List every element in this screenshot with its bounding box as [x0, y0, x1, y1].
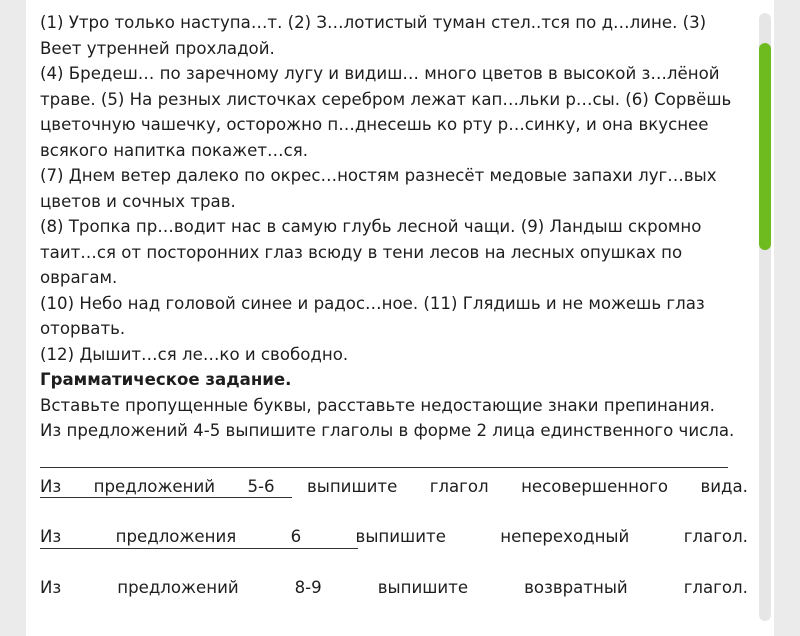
task-instruction: Вставьте пропущенные буквы, расставьте недостающие знаки препинания. — [40, 395, 715, 415]
task-question-3-word: 6 — [290, 527, 302, 546]
task-heading: Грамматическое задание. — [40, 370, 292, 389]
task-question-4-word: глагол. — [683, 577, 748, 597]
scrollbar-thumb[interactable] — [759, 43, 771, 250]
task-question-2-word: предложений — [93, 476, 216, 496]
paragraph-5: (10) Небо над головой синее и радос…ное. (11) Глядишь и не можешь глаз оторвать. — [40, 293, 705, 338]
task-question-2-word: 5-6 — [247, 476, 275, 496]
task-question-3-word: Из — [40, 527, 62, 546]
paragraph-2: (4) Бредеш… по заречному лугу и видиш… много цветов в высокой з…лёной траве. (5) На резных листочках серебром лежат кап…льки р…сы. (6) Сорвёшь цветочную чашечку, осторожно п…днесешь ко рту р…синку, и она вкуснее всякого напитка покажет…ся. — [40, 64, 732, 160]
vertical-scrollbar[interactable] — [759, 13, 771, 621]
task-question-3-word: предложения — [115, 527, 237, 546]
task-question-1: Из предложений 4-5 выпишите глаголы в форме 2 лица единственного числа. — [40, 421, 735, 440]
task-question-4-word: возвратный — [524, 577, 628, 597]
task-question-2 — [40, 474, 748, 500]
task-question-4-word: выпишите — [377, 577, 469, 597]
task-question-2-word: несовершенного — [521, 476, 669, 496]
task-question-3 — [40, 524, 748, 550]
task-question-4-word: Из — [40, 577, 62, 597]
paragraph-6: (12) Дышит…ся ле…ко и свободно. — [40, 344, 349, 364]
paragraph-3: (7) Днем ветер далеко по окрес…ностям разнесёт медовые запахи луг…вых цветов и сочных трав. — [40, 166, 717, 211]
task-question-4-word: предложений — [117, 577, 239, 597]
task-question-4 — [40, 575, 748, 601]
answer-line-1 — [40, 467, 728, 468]
task-question-2-word: Из — [40, 476, 62, 496]
paragraph-1: (1) Утро только наступа…т. (2) З…лотистый туман стел..тся по д…лине. (3) Веет утренней прохладой. — [40, 13, 707, 58]
task-question-4-word: 8-9 — [294, 577, 322, 597]
task-question-3-word: выпишите — [355, 527, 446, 546]
task-question-2-word: выпишите — [306, 476, 398, 496]
task-question-2-word: глагол — [429, 476, 489, 496]
document-content — [40, 10, 748, 600]
task-question-2-word: вида. — [700, 476, 748, 496]
paragraph-4: (8) Тропка пр…водит нас в самую глубь лесной чащи. (9) Ландыш скромно таит…ся от посторонних глаз всюду в тени лесов на лесных опушках по оврагам. — [40, 217, 702, 287]
task-question-3-word: непереходный — [500, 527, 630, 546]
document-page — [26, 0, 774, 636]
task-question-3-word: глагол. — [683, 527, 748, 546]
